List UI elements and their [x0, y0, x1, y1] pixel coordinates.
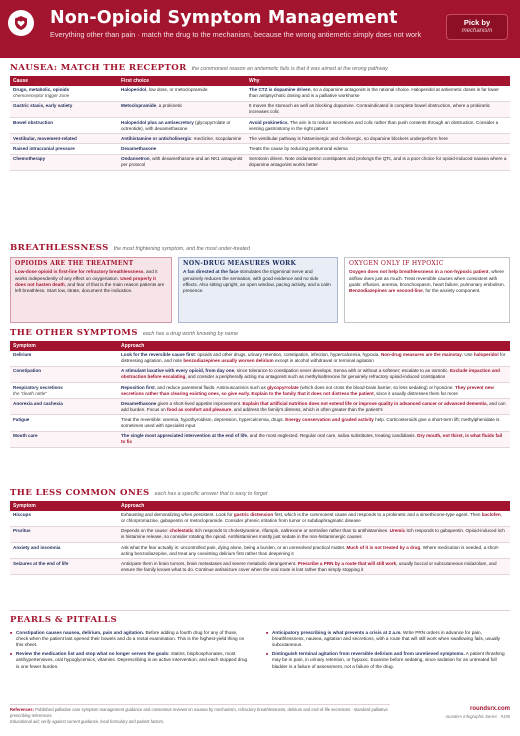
choice-text: , a prokinetic — [156, 103, 183, 109]
approach-text: Anticipate them in brain tumors, brain metastases and severe metabolic derangement. — [121, 560, 298, 566]
page-subtitle: Everything other than pain · match the drug to the mechanism, because the wrong antiemetic simply does not work — [50, 30, 422, 39]
opioids-box-title: OPIOIDS ARE THE TREATMENT — [15, 260, 134, 267]
table-row — [10, 543, 510, 559]
table-row — [10, 511, 510, 527]
brand-block — [446, 706, 510, 719]
approach-cell — [118, 431, 510, 447]
approach-text: Depends on the cause: — [121, 528, 170, 534]
non-drug-box — [178, 257, 338, 323]
choice-text: , low dose, or metoclopramide — [146, 87, 208, 93]
first-choice-cell — [118, 101, 246, 117]
series-label: rounders Infographic Series · #190 — [445, 713, 510, 719]
other-subtitle: each has a drug worth knowing by name — [142, 331, 238, 337]
box-text: , for the anxiety component. — [422, 288, 481, 294]
column-header: Approach — [118, 501, 510, 511]
table-row — [10, 559, 510, 575]
box-text: stimulates the trigeminal nerve and genuinely reduces the sensation, with good evidence and no side effects. Also sitting upright, an open window, pacing activity, and a calm presence. — [183, 269, 331, 294]
approach-text: gives a short-lived appetite improvement. — [156, 400, 243, 406]
pearl-text: Write PRN orders in advance for pain, breathlessness, nausea, agitation and secretions, with a route that will still work when swallowing fails, usually subcutaneous. — [272, 630, 500, 648]
symptom-label: Respiratory secretions — [13, 384, 63, 390]
pearl-bold: Anticipatory prescribing is what prevents a crisis at 2 a.m. — [272, 630, 402, 635]
other-section-header — [10, 328, 238, 339]
symptom-label: Fatigue — [13, 417, 30, 423]
approach-cell — [118, 383, 510, 399]
approach-text: . Where medication is needed, a short-acting benzodiazepine, and treat any coexisting delirium first rather than deepening it — [121, 544, 500, 556]
pick-by-sublabel: mechanism — [461, 27, 493, 34]
cause-label: Vestibular, movement-related — [13, 135, 77, 141]
table-row — [10, 118, 510, 134]
header-banner — [0, 0, 520, 58]
table-row — [10, 144, 510, 154]
box-bold-text: Benzodiazepines are second-line — [349, 288, 423, 294]
cause-sublabel: chemoreceptor trigger zone — [13, 93, 70, 99]
approach-cell — [118, 415, 510, 431]
table-row — [10, 86, 510, 102]
approach-bold: Reposition first — [121, 384, 155, 390]
drug-name: Dexamethasone — [121, 146, 157, 152]
approach-bold: Non-drug measures are the mainstay — [380, 352, 462, 358]
pearl-item — [266, 630, 510, 649]
approach-text: except in alcohol withdrawal or terminal agitation — [273, 358, 374, 364]
approach-cell — [118, 511, 510, 527]
symptom-cell — [10, 431, 118, 447]
opioids-box — [10, 257, 172, 323]
approach-bold: Explain that artificial nutrition does not extend life or improve quality in advanced cancer or advanced dementia — [242, 400, 487, 406]
approach-text: , and reduce parenteral fluids. Antimuscarinics such as — [154, 384, 268, 390]
table-row — [10, 415, 510, 431]
symptom-cell — [10, 351, 118, 367]
cause-label: Chemotherapy — [13, 156, 46, 162]
approach-cell — [118, 543, 510, 559]
approach-cell — [118, 366, 510, 382]
approach-text: Ask what the fear actually is: uncontrolled pain, dying alone, being a burden, or an unresolved practical matter. — [121, 544, 347, 550]
cause-cell — [10, 144, 118, 154]
drug-name: Ondansetron — [121, 156, 150, 162]
approach-text: first, which is the commonest cause and responds to a prokinetic and a simethicone-type agent. Then — [273, 512, 482, 518]
column-header: Why — [246, 76, 510, 86]
approach-text: , and address the family's distress, which is often greater than the patient's — [231, 406, 383, 412]
symptom-cell — [10, 543, 118, 559]
why-text: It moves the stomach as well as blocking dopamine. Contraindicated in complete bowel obstruction, where a prokinetic increases colic — [249, 103, 491, 115]
drug-name: Metoclopramide — [121, 103, 157, 109]
approach-text: , usually buccal or subcutaneous midazolam, and ensure the family knows what to do. Continue antiseizure cover when the oral route is lost rather than simply stopping it — [121, 560, 497, 572]
approach-bold: The single most appreciated intervention at the end of life — [121, 433, 248, 439]
column-header: Symptom — [10, 341, 118, 351]
column-header: Cause — [10, 76, 118, 86]
why-text: The vestibular pathway is histaminergic and cholinergic, so dopamine blockers underperform here — [249, 135, 448, 141]
approach-bold: cholestatic — [169, 528, 194, 534]
approach-cell — [118, 351, 510, 367]
symptom-sublabel: the "death rattle" — [13, 390, 47, 396]
other-symptoms-table — [10, 341, 510, 448]
nausea-table — [10, 76, 510, 171]
approach-bold: Uremic — [389, 528, 406, 534]
cause-label: Gastric stasis, early satiety — [13, 103, 73, 109]
non-drug-box-title: NON-DRUG MEASURES WORK — [183, 260, 297, 267]
nausea-subtitle: the commonest reason an antiemetic fails is that it was aimed at the wrong pathway — [191, 66, 388, 72]
approach-text: Treat the reversible: anemia, hypothyroidism, depression, hypercalcemia, drugs. — [121, 417, 286, 423]
page-title: Non-Opioid Symptom Management — [50, 8, 398, 28]
other-title: THE OTHER SYMPTOMS — [10, 328, 138, 338]
table-row — [10, 101, 510, 117]
box-bold-text: A fan directed at the face — [183, 269, 239, 275]
first-choice-cell — [118, 154, 246, 170]
cause-label: Raised intracranial pressure — [13, 146, 75, 152]
pick-by-badge — [446, 14, 508, 40]
nausea-section-header — [10, 63, 388, 74]
disclaimer-text: Educational aid; verify against current guidance, local formulary and patient factors. — [10, 718, 165, 724]
less-section-header — [10, 488, 267, 499]
symptom-cell — [10, 526, 118, 542]
approach-text: (which does not cross the blood-brain barrier, so less sedating) or hyoscine. — [298, 384, 455, 390]
cause-cell — [10, 86, 118, 102]
approach-bold: Energy conservation and graded activity — [285, 417, 374, 423]
symptom-cell — [10, 366, 118, 382]
less-subtitle: each has a specific answer that is easy to forget — [154, 491, 268, 497]
cause-cell — [10, 134, 118, 144]
why-text: The aim is to reduce secretions and colic rather than push contents through an obstruction. Consider a venting gastrostomy in the right patient — [249, 119, 499, 131]
table-row — [10, 399, 510, 415]
breath-subtitle: the most frightening symptom, and the most under-treated — [113, 246, 250, 252]
why-cell — [246, 101, 510, 117]
drug-name: Haloperidol plus an antisecretory — [121, 119, 194, 125]
table-row — [10, 366, 510, 382]
oxygen-box — [344, 257, 510, 323]
approach-text: , since tolerance to constipation never develops. Senna with or without a softener; escalate to an osmotic. — [234, 368, 450, 374]
pearl-text: Before adding a fourth drug for any of those, check when the patient last opened their bowels and do a rectal examination. This is the highest-yield thing on this sheet. — [16, 630, 245, 648]
drug-name: Antihistamine or anticholinergic — [121, 135, 192, 141]
approach-bold: Dry mouth, not thirst, is what fluids fail to fix — [121, 433, 503, 445]
cause-cell — [10, 118, 118, 134]
table-row — [10, 526, 510, 542]
drug-name: Haloperidol — [121, 87, 147, 93]
symptom-label: Anxiety and insomnia — [13, 544, 61, 550]
breath-section-header — [10, 243, 250, 254]
approach-text: help. Corticosteroids give a short-term lift; methylphenidate is sometimes used with specialist input — [121, 417, 500, 429]
pearls-header — [10, 615, 118, 625]
references-label: References: — [10, 707, 34, 712]
symptom-label: Constipation — [13, 368, 42, 374]
approach-cell — [118, 559, 510, 575]
symptom-label: Mouth care — [13, 433, 38, 439]
pearl-bold: Distinguish terminal agitation from reversible delirium and from unrelieved symptoms. — [272, 651, 465, 657]
pearl-item — [266, 651, 510, 670]
why-bold: Avoid prokinetics. — [249, 119, 289, 125]
approach-bold: baclofen — [481, 512, 501, 518]
cause-label: Bowel obstruction — [13, 119, 54, 125]
symptom-cell — [10, 415, 118, 431]
table-row — [10, 134, 510, 144]
approach-bold: glycopyrrolate — [267, 384, 299, 390]
box-bold-text: Used properly it does not hasten death — [15, 275, 156, 287]
first-choice-cell — [118, 86, 246, 102]
column-header: Approach — [118, 341, 510, 351]
table-row — [10, 154, 510, 170]
why-cell — [246, 154, 510, 170]
table-row — [10, 383, 510, 399]
approach-text: , and the most neglected. Regular oral care, saliva substitutes, treating candidiasis. — [247, 433, 418, 439]
pick-by-label: Pick by — [463, 18, 491, 27]
approach-text: , and can add burden. Focus on — [121, 400, 506, 412]
cause-label: Drugs, metabolic, opioids — [13, 87, 70, 93]
approach-text: Exhausting and demoralizing when persistent. Look for — [121, 512, 234, 518]
choice-text: , with dexamethasone and an NK1 antagonist per protocol — [121, 156, 243, 168]
table-row — [10, 431, 510, 447]
box-text: , and it works independently of any effect on oxygenation. — [15, 269, 158, 281]
pearl-item — [10, 651, 250, 670]
references-text: Published palliative care symptom management guidance and consensus reviews on nausea by mechanism, refractory breathlessness, delirium and end-of-life secretions · standard palliative prescribing references. — [10, 707, 388, 718]
box-bold-text: Oxygen does not help breathlessness in a non-hypoxic patient — [349, 269, 489, 275]
pearls-title: PEARLS & PITFALLS — [10, 615, 118, 625]
box-text: , and fear of that is the main reason patients are left breathless. Start low, titrate, document the indication. — [15, 281, 165, 294]
breath-title: BREATHLESSNESS — [10, 243, 109, 253]
approach-text: , or chlorpromazine, gabapentin or metoclopramide. Consider phrenic irritation from tumor or subdiaphragmatic disease — [121, 512, 502, 524]
footer-references — [10, 704, 390, 724]
cause-cell — [10, 154, 118, 170]
column-header: First choice — [118, 76, 246, 86]
approach-text: itch responds to cholestyramine, rifampin, naltrexone or sertraline rather than to antihistamines. — [193, 528, 390, 534]
approach-text: . Use — [461, 352, 474, 358]
why-cell — [246, 118, 510, 134]
why-cell — [246, 86, 510, 102]
approach-bold: They prevent new secretions rather than clearing existing ones, so give early. Explain to the family that it does not distress the patient — [121, 384, 494, 396]
approach-text: , and consider a peripherally acting mu antagonist such as methylnaltrexone for genuinely refractory opioid-induced constipation — [185, 374, 446, 380]
why-cell — [246, 134, 510, 144]
approach-text: , since it usually distresses them far more — [373, 390, 458, 396]
symptom-label: Delirium — [13, 352, 32, 358]
pearl-text: A patient thrashing may be in pain, in urinary retention, or hypoxic. Examine before sedating, since sedation for an untreated full bladder is a failure of assessment, not a failure of the drug. — [272, 651, 505, 669]
heart-shield-icon — [8, 10, 34, 36]
pearl-item — [10, 630, 250, 649]
symptom-label: Seizures at the end of life — [13, 560, 69, 566]
approach-bold: Dexamethasone — [121, 400, 157, 406]
brand-url: roundsrx.com — [469, 706, 510, 712]
oxygen-box-title: OXYGEN ONLY IF HYPOXIC — [349, 260, 444, 267]
box-bold-text: Low-dose opioid is first-line for refractory breathlessness — [15, 269, 144, 275]
approach-bold: Look for the reversible cause first — [121, 352, 195, 358]
symptom-cell — [10, 559, 118, 575]
box-text: , where airflow does just as much. Treat reversible causes when consistent with goals: effusion, anemia, bronchospasm, heart failure, pulmonary embolism. — [349, 269, 505, 287]
symptom-cell — [10, 511, 118, 527]
pearls-section — [10, 610, 510, 626]
less-common-table — [10, 501, 510, 575]
why-text: , so a dopamine antagonist is the rational choice. Haloperidol at antiemetic doses is far lower than antipsychotic dosing and is a palliative workhorse — [249, 87, 499, 99]
symptom-label: Pruritus — [13, 528, 31, 534]
first-choice-cell — [118, 144, 246, 154]
pearls-right-column — [266, 630, 510, 672]
pearls-left-column — [10, 630, 250, 672]
pearl-bold: Constipation causes nausea, delirium, pain and agitation. — [16, 630, 145, 635]
approach-bold: food as comfort and pleasure — [166, 406, 232, 412]
column-header: Symptom — [10, 501, 118, 511]
choice-text: (glycopyrrolate or octreotide), with dexamethasone — [121, 119, 231, 131]
why-text: Treats the cause by reducing peritumoral edema — [249, 146, 348, 152]
why-text: Serotonin driven. Note ondansetron constipates and prolongs the QTc, and is a poor choice for opioid-induced nausea where a dopamine antagonist works better — [249, 156, 507, 168]
less-title: THE LESS COMMON ONES — [10, 488, 150, 498]
pearl-bold: Review the medication list and stop what no longer serves the goals: — [16, 651, 170, 657]
approach-bold: Exclude impaction and obstruction before escalating — [121, 368, 500, 380]
approach-bold: Much of it is not treated by a drug — [346, 544, 421, 550]
approach-cell — [118, 399, 510, 415]
approach-bold: gastric distension — [233, 512, 274, 518]
nausea-title: NAUSEA: MATCH THE RECEPTOR — [10, 63, 187, 73]
approach-text: for distressing agitation, and note — [121, 352, 506, 364]
table-row — [10, 351, 510, 367]
approach-text: : opioids and other drugs, urinary retention, constipation, infection, hypercalcemia, hypoxia. — [194, 352, 381, 358]
symptom-cell — [10, 383, 118, 399]
first-choice-cell — [118, 118, 246, 134]
symptom-label: Hiccups — [13, 512, 31, 518]
symptom-cell — [10, 399, 118, 415]
pearl-text: statins, bisphosphonates, most antihypertensives, oral hypoglycemics, vitamins. Deprescribing is an active intervention, and each stopped drug is one fewer burden. — [16, 651, 248, 669]
symptom-label: Anorexia and cachexia — [13, 400, 63, 406]
approach-bold: haloperidol — [473, 352, 499, 358]
why-bold: The CTZ is dopamine driven — [249, 87, 311, 93]
approach-bold: A stimulant laxative with every opioid, from day one — [121, 368, 235, 374]
cause-cell — [10, 101, 118, 117]
approach-cell — [118, 526, 510, 542]
approach-bold: benzodiazepines usually worsen delirium — [183, 358, 274, 364]
approach-text: itch responds to gabapentin. Opioid-induced itch is histamine release, so consider rotating the opioid. Antihistamines mostly just sedate in the non-histaminergic causes — [121, 528, 505, 540]
first-choice-cell — [118, 134, 246, 144]
why-cell — [246, 144, 510, 154]
choice-text: : meclizine, scopolamine — [191, 135, 242, 141]
approach-bold: Prescribe a PRN by a route that will still work — [297, 560, 397, 566]
